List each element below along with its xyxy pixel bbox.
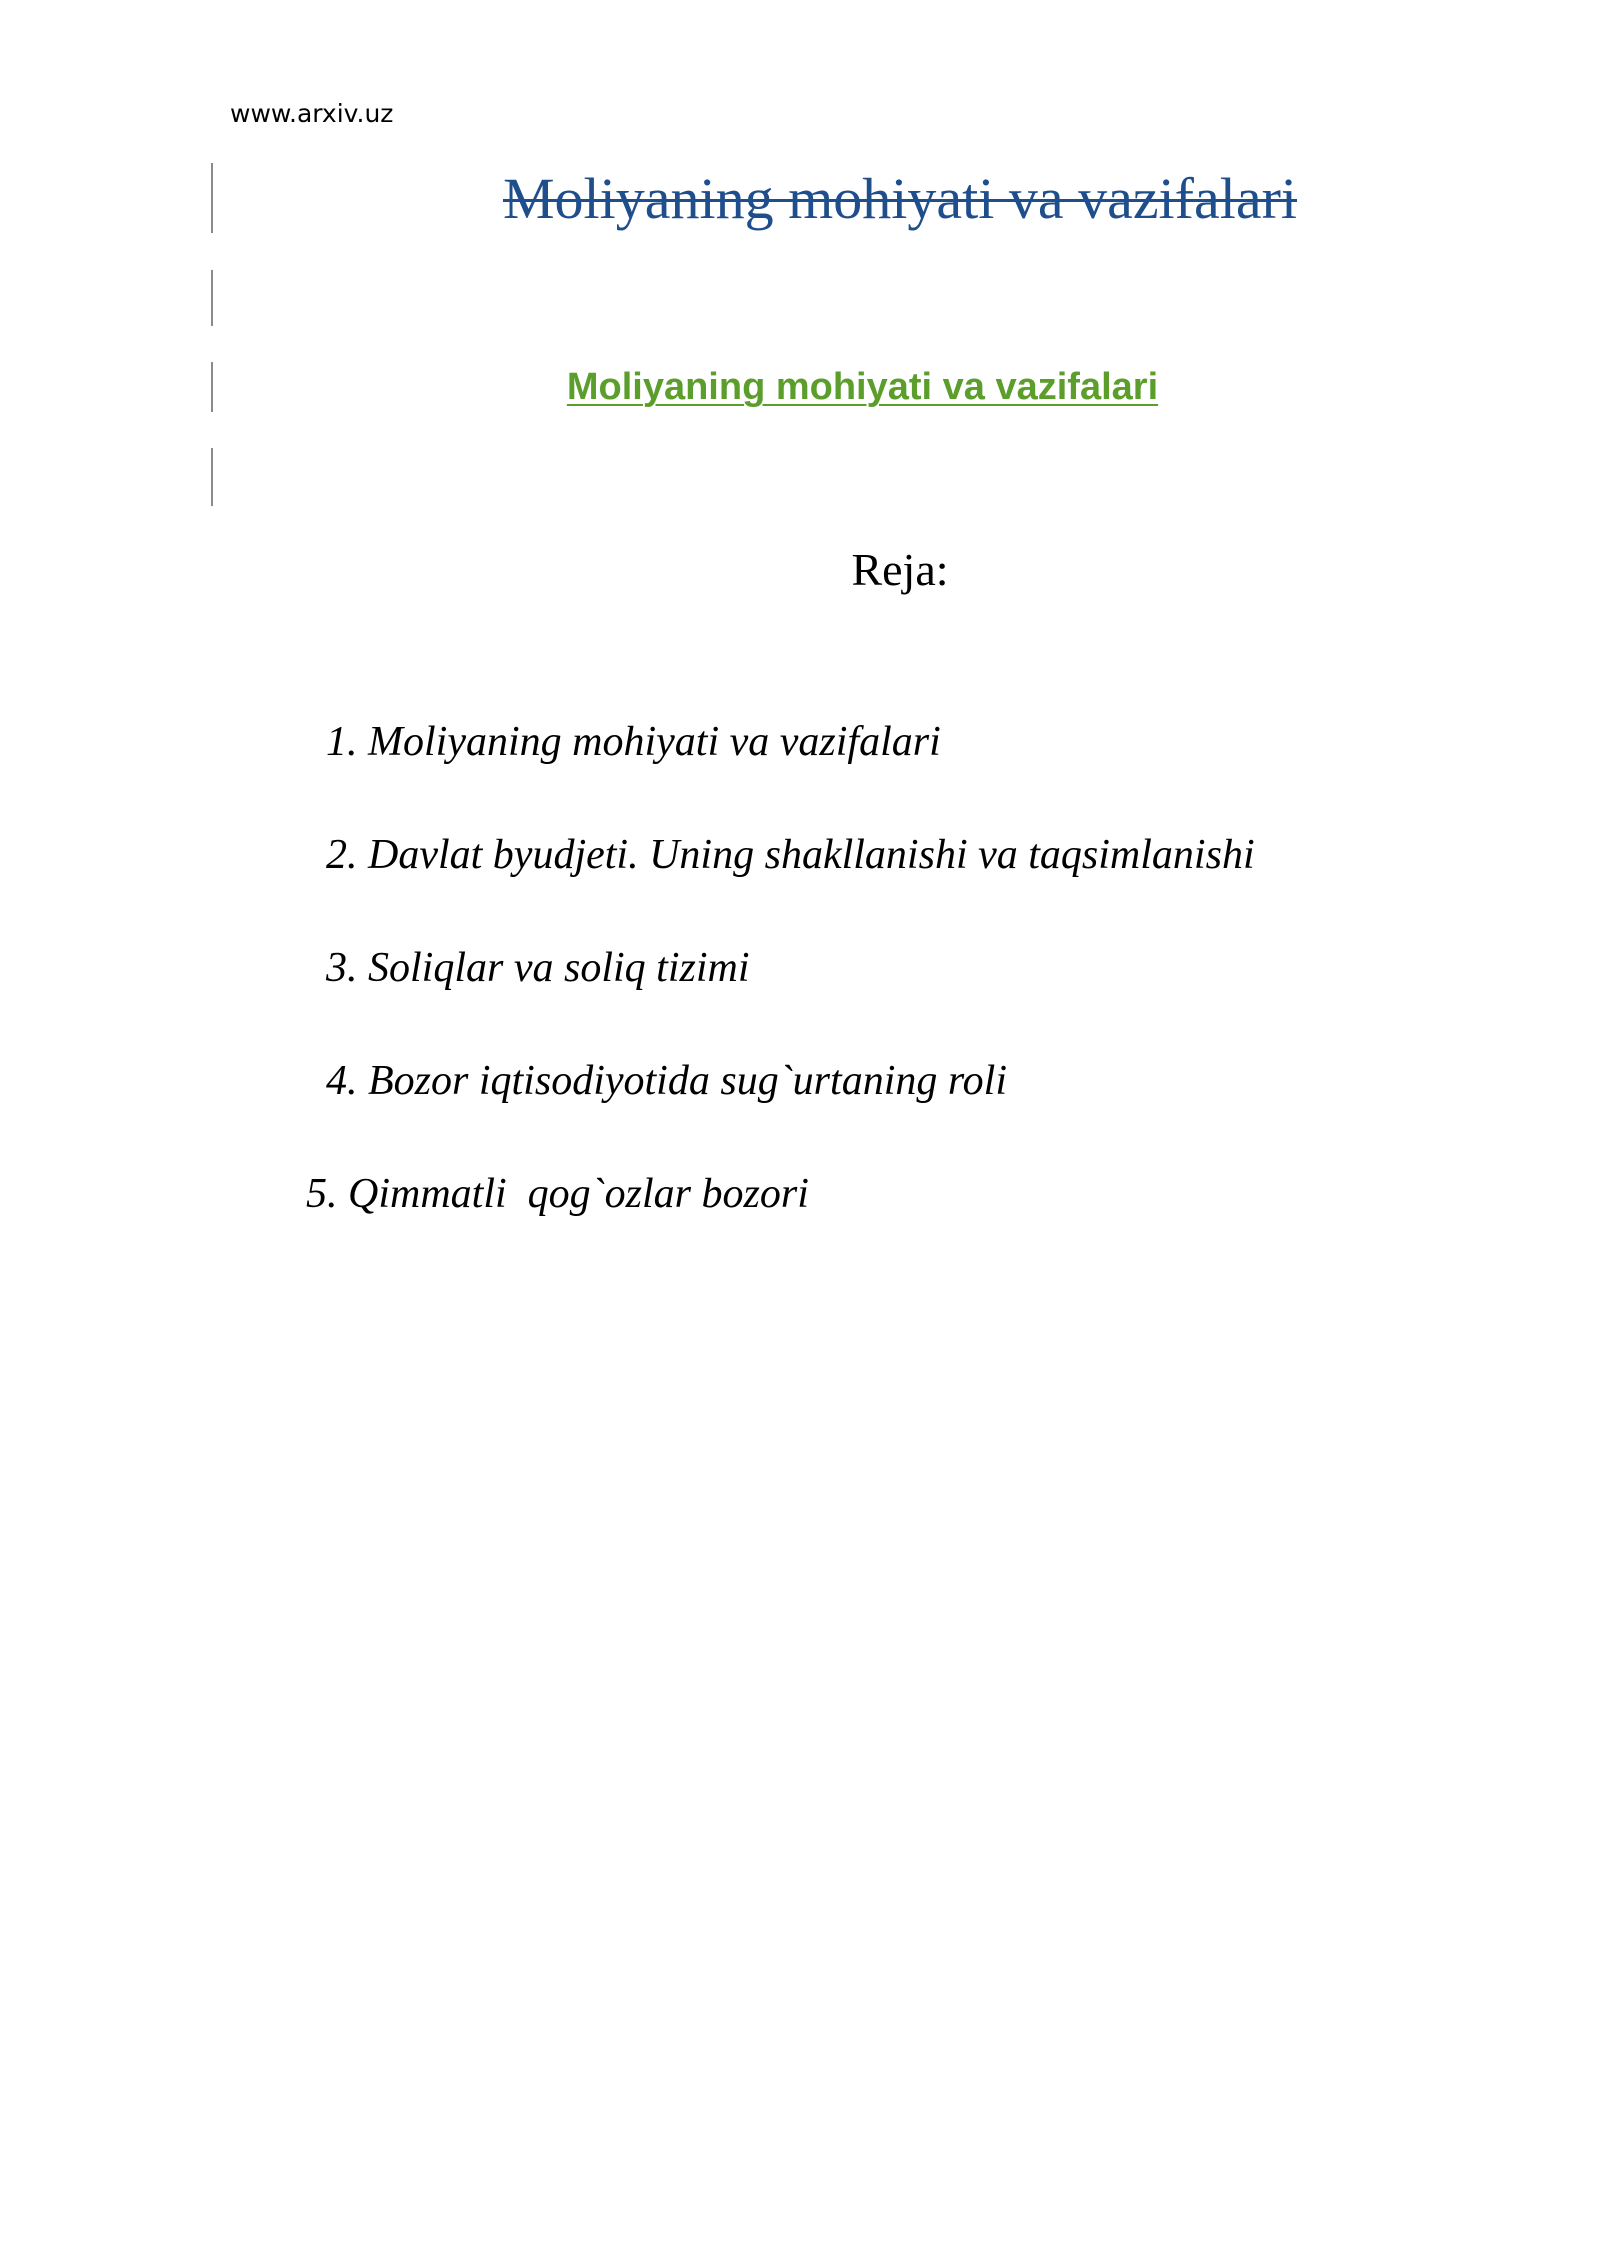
change-bar: [211, 270, 213, 326]
plan-item: 5. Qimmatli qog`ozlar bozori: [306, 1171, 809, 1217]
document-title: Moliyaning mohiyati va vazifalari: [566, 366, 1159, 408]
change-bar: [211, 448, 213, 506]
plan-item: 1. Moliyaning mohiyati va vazifalari: [326, 719, 941, 765]
deleted-title: Moliyaning mohiyati va vazifalari: [502, 166, 1298, 231]
plan-item: 4. Bozor iqtisodiyotida sug`urtaning roli: [326, 1058, 1007, 1104]
plan-item: 2. Davlat byudjeti. Uning shakllanishi va taqsimlanishi: [326, 832, 1255, 878]
plan-heading: Reja:: [851, 544, 949, 595]
change-bar: [211, 362, 213, 412]
plan-item: 3. Soliqlar va soliq tizimi: [326, 945, 750, 991]
change-bar: [211, 163, 213, 233]
header-url: www.arxiv.uz: [230, 99, 394, 128]
